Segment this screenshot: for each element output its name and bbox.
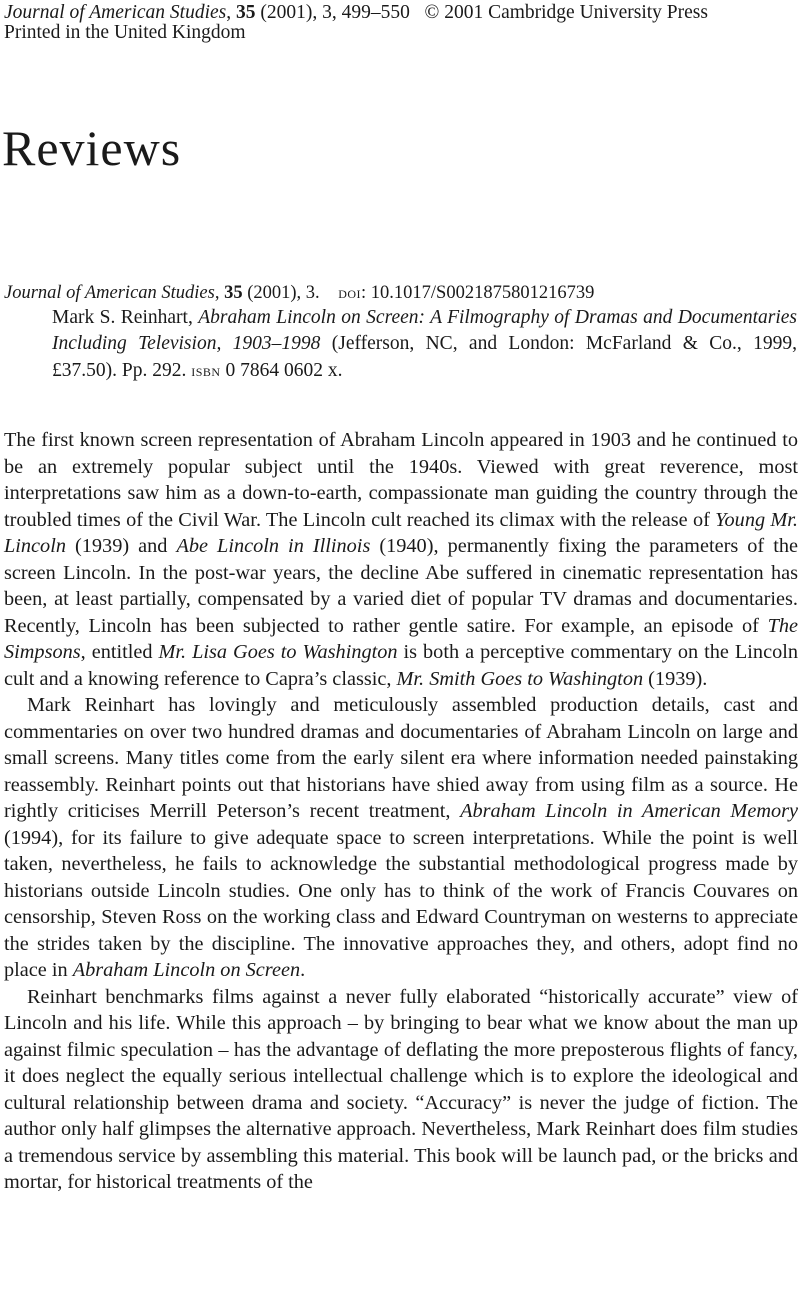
book-title-lincoln-in-american-memory: Abraham Lincoln in American Memory <box>460 800 799 822</box>
p2-text-1: Mark Reinhart has lovingly and meticulously assembled production details, cast and commentaries on over two hundred dramas and documentaries of Abraham Lincoln on large and small screens. Many titles come from the early silent era where information needed painstaking reassembly. Reinhart points out that historians have shied away from using film as a source. He rightly criticises Merrill Peterson’s recent treatment, <box>4 694 798 822</box>
journal-name: Journal of American Studies <box>4 2 227 23</box>
book-title: Abraham Lincoln on Screen: A Filmography of Dramas and Documentaries Including Television, 1903–1998 <box>52 307 797 354</box>
p1-text-4: , entitled <box>80 641 159 663</box>
p1-text-5: is both a perceptive commentary on the Lincoln cult and a knowing reference to Capra’s classic, <box>4 641 798 690</box>
book-author: Mark S. Reinhart, <box>52 307 199 328</box>
p1-text-1: The first known screen representation of Abraham Lincoln appeared in 1903 and he continued to be an extremely popular subject until the 1940s. Viewed with great reverence, most interpretations saw him as a down-to-earth, compassionate man guiding the country through the troubled times of the Civil War. The Lincoln cult reached its climax with the release of <box>4 429 798 531</box>
paragraph-3: Reinhart benchmarks films against a never fully elaborated “historically accurate” view of Lincoln and his life. While this approach – by bringing to bear what we know about the man up against filmic speculation – has the advantage of deflating the more preposterous flights of fancy, it does neglect the equally serious intellectual challenge which is to explore the ideological and cultural relationship between drama and society. “Accuracy” is never the judge of fiction. The author only half glimpses the alternative approach. Nevertheless, Mark Reinhart does film studies a tremendous service by assembling this material. This book will be launch pad, or the bricks and mortar, for historical treatments of the <box>4 985 798 1193</box>
p1-text-3: (1940), permanently fixing the parameters of the screen Lincoln. In the post-war years, the decline Abe suffered in cinematic representation has been, at least partially, compensated by a varied diet of popular TV dramas and documentaries. Recently, Lincoln has been subjected to rather gentle satire. For example, an episode of <box>4 535 798 637</box>
journal-header-line-2: Printed in the United Kingdom <box>4 22 246 43</box>
film-title-abe-lincoln-in-illinois: Abe Lincoln in Illinois <box>176 535 371 557</box>
review-body <box>4 427 798 1196</box>
citation-year-issue: (2001), 3. <box>242 283 320 303</box>
show-title-simpsons: The Simpsons <box>4 614 798 663</box>
paragraph-2 <box>4 692 798 984</box>
p1-text-2: (1939) and <box>65 535 177 557</box>
review-citation: Journal of American Studies, 35 (2001), 3. doi: 10.1017/S0021875801216739 <box>4 283 595 303</box>
journal-issue-pages: (2001), 3, 499–550 <box>255 2 410 23</box>
p2-text-3: . <box>300 959 306 981</box>
p1-text-6: (1939). <box>643 667 708 690</box>
doi-value: : 10.1017/S0021875801216739 <box>361 283 595 303</box>
book-publication: (Jefferson, NC, and London: McFarland & Co., 1999, £37.50). Pp. 292. <box>52 333 797 381</box>
journal-header-line-1: Journal of American Studies, 35 (2001), 3, 499–550 © 2001 Cambridge University Press <box>4 2 708 23</box>
copyright-notice: © 2001 Cambridge University Press <box>424 2 708 23</box>
journal-volume: 35 <box>236 2 256 23</box>
isbn-value: 0 7864 0602 x. <box>220 360 343 381</box>
film-title-young-mr-lincoln: Young Mr. Lincoln <box>4 508 798 557</box>
film-title-mr-smith: Mr. Smith Goes to Washington <box>396 667 644 690</box>
paragraph-1 <box>4 427 798 692</box>
episode-title: Mr. Lisa Goes to Washington <box>158 641 398 663</box>
citation-volume: 35 <box>224 283 243 303</box>
citation-journal: Journal of American Studies <box>4 283 215 303</box>
section-title: Reviews <box>2 120 182 176</box>
doi-label: doi <box>338 283 362 302</box>
book-title-lincoln-on-screen: Abraham Lincoln on Screen <box>72 959 301 981</box>
isbn-label: isbn <box>191 360 221 380</box>
p2-text-2: (1994), for its failure to give adequate space to screen interpretations. While the point is well taken, nevertheless, he fails to acknowledge the substantial methodological progress made by historians outside Lincoln studies. One only has to think of the work of Francis Couvares on censorship, Steven Ross on the working class and Edward Countryman on westerns to appreciate the strides taken by the discipline. The innovative approaches they, and others, adopt find no place in <box>4 826 798 981</box>
book-reference <box>52 305 797 384</box>
